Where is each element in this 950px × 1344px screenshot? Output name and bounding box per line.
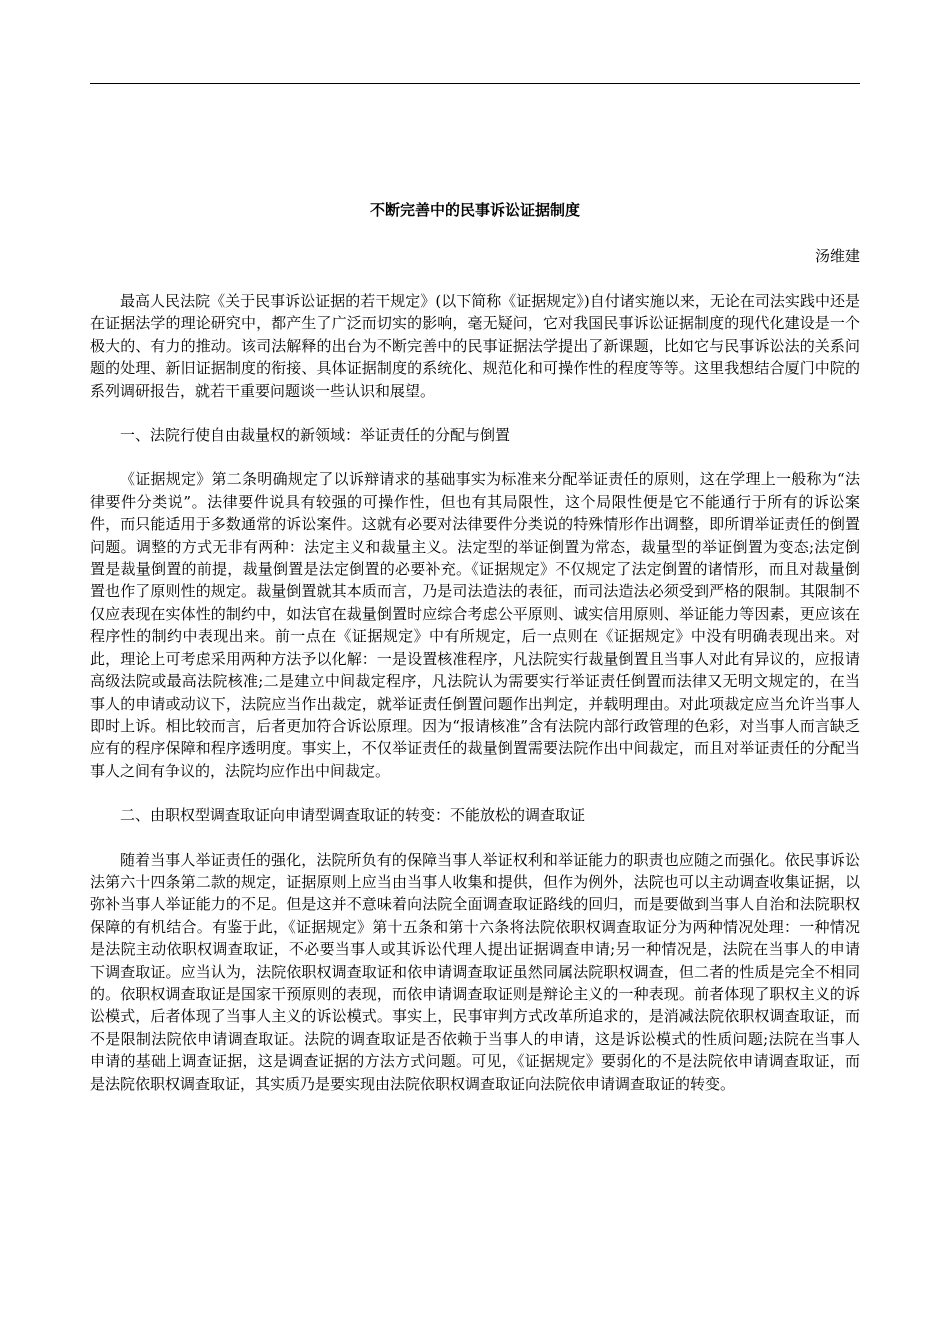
- section-heading-2: 二、由职权型调查取证向申请型调查取证的转变：不能放松的调查取证: [120, 806, 586, 825]
- header-rule: [90, 83, 860, 84]
- paragraph-section-1: 《证据规定》第二条明确规定了以诉辩请求的基础事实为标准来分配举证责任的原则，这在学理上一般称为“法律要件分类说”。法律要件说具有较强的可操作性，但也有其局限性，这个局限性便是它不能通行于所有的诉讼案件，而只能适用于多数通常的诉讼案件。这就有必要对法律要件分类说的特殊情形作出调整，即所谓举证责任的倒置问题。调整的方式无非有两种：法定主义和裁量主义。法定型的举证倒置为常态，裁量型的举证倒置为变态;法定倒置是裁量倒置的前提，裁量倒置是法定倒置的必要补充。《证据规定》不仅规定了法定倒置的诸情形，而且对裁量倒置也作了原则性的规定。裁量倒置就其本质而言，乃是司法造法的表征，而司法造法必须受到严格的限制。其限制不仅应表现在实体性的制约中，如法官在裁量倒置时应综合考虑公平原则、诚实信用原则、举证能力等因素，更应该在程序性的制约中表现出来。前一点在《证据规定》中有所规定，后一点则在《证据规定》中没有明确表现出来。对此，理论上可考虑采用两种方法予以化解：一是设置核准程序，凡法院实行裁量倒置且当事人对此有异议的，应报请高级法院或最高法院核准;二是建立中间裁定程序，凡法院认为需要实行举证责任倒置而法律又无明文规定的，在当事人的申请或动议下，法院应当作出裁定，就举证责任倒置问题作出判定，并载明理由。对此项裁定应当允许当事人即时上诉。相比较而言，后者更加符合诉讼原理。因为“报请核准”含有法院内部行政管理的色彩，对当事人而言缺乏应有的程序保障和程序透明度。事实上，不仅举证责任的裁量倒置需要法院作出中间裁定，而且对举证责任的分配当事人之间有争议的，法院均应作出中间裁定。: [90, 470, 860, 780]
- document-body: [90, 290, 860, 1095]
- paragraph-section-2: 随着当事人举证责任的强化，法院所负有的保障当事人举证权利和举证能力的职责也应随之而强化。依民事诉讼法第六十四条第二款的规定，证据原则上应当由当事人收集和提供，但作为例外，法院也可以主动调查收集证据，以弥补当事人举证能力的不足。但是这并不意味着向法院全面调查取证路线的回归，而是要做到当事人自治和法院职权保障的有机结合。有鉴于此，《证据规定》第十五条和第十六条将法院依职权调查取证分为两种情况处理：一种情况是法院主动依职权调查取证，不必要当事人或其诉讼代理人提出证据调查申请;另一种情况是，法院在当事人的申请下调查取证。应当认为，法院依职权调查取证和依申请调查取证虽然同属法院职权调查，但二者的性质是完全不相同的。依职权调查取证是国家干预原则的表现，而依申请调查取证则是辩论主义的一种表现。前者体现了职权主义的诉讼模式，后者体现了当事人主义的诉讼模式。事实上，民事审判方式改革所追求的，是消减法院依职权调查取证，而不是限制法院依申请调查取证。法院的调查取证是否依赖于当事人的申请，这是诉讼模式的性质问题;法院在当事人申请的基础上调查证据，这是调查证据的方法方式问题。可见，《证据规定》要弱化的不是法院依申请调查取证，而是法院依职权调查取证，其实质乃是要实现由法院依职权调查取证向法院依申请调查取证的转变。: [90, 850, 860, 1093]
- section-heading-1: 一、法院行使自由裁量权的新领域：举证责任的分配与倒置: [120, 426, 511, 445]
- author-name: 汤维建: [814, 247, 860, 265]
- document-title: 不断完善中的民事诉讼证据制度: [369, 201, 580, 219]
- paragraph-intro: 最高人民法院《关于民事诉讼证据的若干规定》(以下简称《证据规定》)自付诸实施以来，无论在司法实践中还是在证据法学的理论研究中，都产生了广泛而切实的影响，毫无疑问，它对我国民事诉讼证据制度的现代化建设是一个极大的、有力的推动。该司法解释的出台为不断完善中的民事证据法学提出了新课题，比如它与民事诉讼法的关系问题的处理、新旧证据制度的衔接、具体证据制度的系统化、规范化和可操作性的程度等等。这里我想结合厦门中院的系列调研报告，就若干重要问题谈一些认识和展望。: [90, 292, 860, 400]
